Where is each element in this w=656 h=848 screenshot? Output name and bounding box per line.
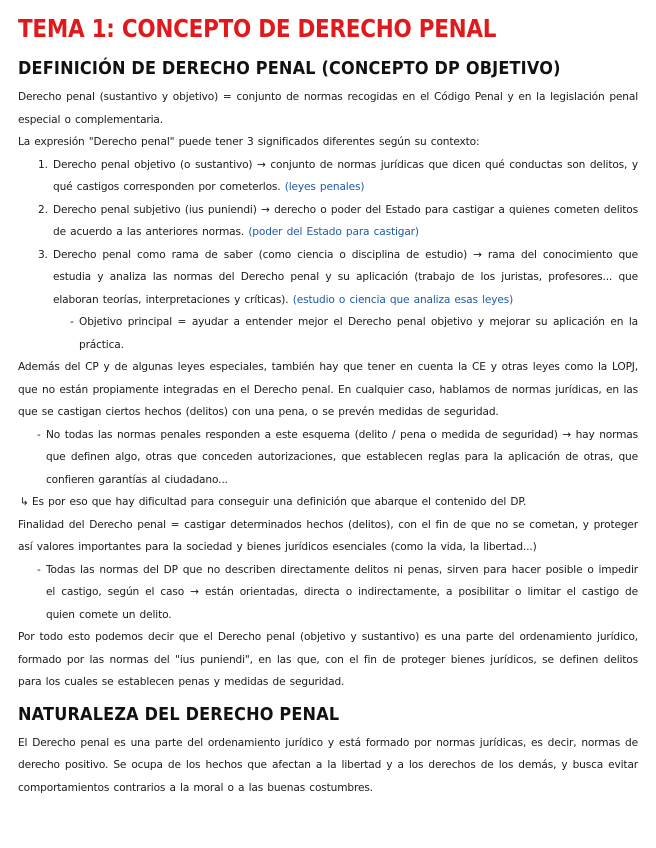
list-item-text: Derecho penal como rama de saber (como ciencia o disciplina de estudio) → rama del conocimiento que estudia y analiza las normas del Derecho penal y su aplicación (trabajo de los juristas, profesores... que elaboran teorías, interpretaciones y críticas). bbox=[53, 248, 638, 306]
paragraph: Por todo esto podemos decir que el Derecho penal (objetivo y sustantivo) es una parte del ordenamiento jurídico, formado por las normas del "ius puniendi", en las que, con el fin de proteger bienes jurídicos, se definen delitos para los cuales se establecen penas y medidas de seguridad. bbox=[18, 631, 638, 688]
paragraph: La expresión "Derecho penal" puede tener 3 significados diferentes según su contexto: bbox=[18, 136, 480, 148]
sub-item bbox=[18, 311, 638, 356]
list-number: 1. bbox=[38, 158, 48, 171]
dash-note-text: No todas las normas penales responden a este esquema (delito / pena o medida de seguridad) → hay normas que definen algo, otras que conceden autorizaciones, que establecen reglas para la aplicación de otras, que confieren garantías al ciudadano... bbox=[46, 428, 638, 486]
list-item-note: (leyes penales) bbox=[284, 181, 365, 193]
meanings-list bbox=[18, 154, 638, 357]
sub-item-text: Objetivo principal = ayudar a entender mejor el Derecho penal objetivo y mejorar su aplicación en la práctica. bbox=[79, 316, 638, 351]
dash-marker: - bbox=[70, 316, 74, 328]
section-heading: NATURALEZA DEL DERECHO PENAL bbox=[18, 704, 340, 725]
arrow-note bbox=[18, 491, 638, 514]
dash-marker: - bbox=[37, 563, 41, 576]
dash-note bbox=[18, 559, 638, 627]
list-item bbox=[18, 244, 638, 312]
list-item-note: (estudio o ciencia que analiza esas leyes) bbox=[292, 293, 514, 306]
list-number: 3. bbox=[38, 248, 48, 261]
list-item-note: (poder del Estado para castigar) bbox=[248, 226, 419, 238]
dash-note-text: Todas las normas del DP que no describen directamente delitos ni penas, sirven para hacer posible o impedir el castigo, según el caso → están orientadas, directa o indirectamente, a posibilitar o limitar el castigo de quien comete un delito. bbox=[46, 563, 638, 621]
section-definicion bbox=[18, 58, 638, 694]
list-item bbox=[18, 154, 638, 199]
paragraph: Derecho penal (sustantivo y objetivo) = conjunto de normas recogidas en el Código Penal y en la legislación penal especial o complementaria. bbox=[18, 91, 638, 126]
arrow-note-text: Es por eso que hay dificultad para conseguir una definición que abarque el contenido del DP. bbox=[32, 496, 527, 508]
paragraph: El Derecho penal es una parte del ordenamiento jurídico y está formado por normas jurídicas, es decir, normas de derecho positivo. Se ocupa de los hechos que afectan a la libertad y a los derechos de los demás, y busca evitar comportamientos contrarios a la moral o a las buenas costumbres. bbox=[18, 736, 638, 794]
return-arrow-icon: ↳ bbox=[20, 496, 29, 508]
dash-marker: - bbox=[37, 428, 41, 441]
paragraph: Finalidad del Derecho penal = castigar determinados hechos (delitos), con el fin de que no se cometan, y proteger así valores importantes para la sociedad y bienes jurídicos esenciales (como la vida, la libertad...) bbox=[18, 518, 638, 553]
paragraph: Además del CP y de algunas leyes especiales, también hay que tener en cuenta la CE y otras leyes como la LOPJ, que no están propiamente integradas en el Derecho penal. En cualquier caso, hablamos de normas jurídicas, en las que se castigan ciertos hechos (delitos) con una pena, o se prevén medidas de seguridad. bbox=[18, 361, 638, 418]
list-number: 2. bbox=[38, 203, 48, 216]
list-item bbox=[18, 199, 638, 244]
list-item-text: Derecho penal objetivo (o sustantivo) → conjunto de normas jurídicas que dicen qué conductas son delitos, y qué castigos corresponden por cometerlos. bbox=[53, 158, 638, 193]
list-item-text: Derecho penal subjetivo (ius puniendi) → derecho o poder del Estado para castigar a quienes cometen delitos de acuerdo a las anteriores normas. bbox=[53, 203, 638, 238]
page-title: TEMA 1: CONCEPTO DE DERECHO PENAL bbox=[18, 14, 497, 43]
section-naturaleza bbox=[18, 704, 638, 800]
section-heading: DEFINICIÓN DE DERECHO PENAL (CONCEPTO DP OBJETIVO) bbox=[18, 59, 561, 79]
dash-note bbox=[18, 424, 638, 492]
